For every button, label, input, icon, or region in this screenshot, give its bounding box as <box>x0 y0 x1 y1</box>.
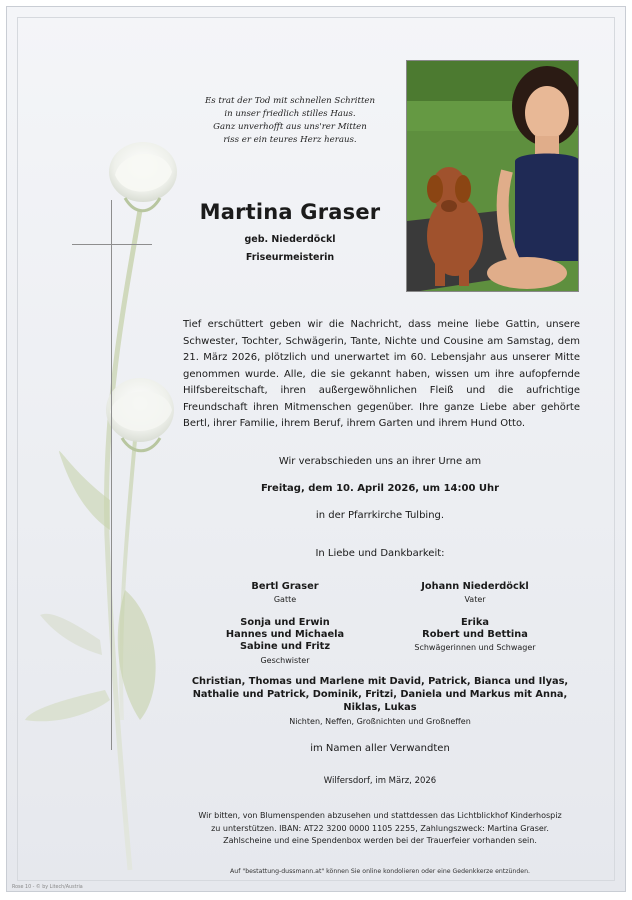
poem-line: Ganz unverhofft aus uns'rer Mitten <box>213 122 367 132</box>
husband-name: Bertl Graser <box>251 581 319 592</box>
deceased-name: Martina Graser <box>199 200 381 224</box>
poem <box>190 95 390 147</box>
relatives-role: Nichten, Neffen, Großnichten und Großneffen <box>289 717 471 726</box>
cross-horizontal <box>72 244 152 245</box>
inlaws-line: Robert und Bettina <box>422 629 528 640</box>
donation-line: zu unterstützen. IBAN: AT22 3200 0000 1105 2255, Zahlungszweck: Martina Graser. <box>211 823 549 833</box>
portrait-photo <box>406 60 579 292</box>
farewell-place: in der Pfarrkirche Tulbing. <box>315 510 445 521</box>
place-date: Wilfersdorf, im März, 2026 <box>323 776 437 786</box>
donation-note <box>175 810 585 848</box>
siblings-line: Hannes und Michaela <box>225 629 345 640</box>
relatives-line: Niklas, Lukas <box>343 702 417 713</box>
father-name: Johann Niederdöckl <box>421 581 529 592</box>
gratitude-line: In Liebe und Dankbarkeit: <box>315 548 445 559</box>
farewell-datetime: Freitag, dem 10. April 2026, um 14:00 Uhr <box>260 483 500 494</box>
farewell-intro: Wir verabschieden uns an ihrer Urne am <box>278 456 482 467</box>
inlaws-role: Schwägerinnen und Schwager <box>414 643 536 652</box>
maiden-name: geb. Niederdöckl <box>244 234 336 245</box>
poem-line: in unser friedlich stilles Haus. <box>224 109 356 119</box>
poem-line: Es trat der Tod mit schnellen Schritten <box>204 96 376 106</box>
online-note: Auf "bestattung-dussmann.at" können Sie online kondolieren oder eine Gedenkkerze entzünden. <box>230 868 530 875</box>
announcement-text: Tief erschüttert geben wir die Nachricht, dass meine liebe Gattin, unsere Schwester, Tochter, Schwägerin, Tante, Nichte und Cousine am Samstag, dem 21. März 2026, plötzlich und unerwartet im 60. Lebensjahr aus unserer Mitte genommen wurde. Alle, die sie gekannt haben, wissen um ihre aufopfernde Hilfsbereitschaft, ihren außergewöhnlichen Fleiß und die aufrichtige Freundschaft ihren Mitmenschen gegenüber. Ihre ganze Liebe aber gehörte Bertl, ihrer Familie, ihrem Beruf, ihrem Garten und ihrem Hund Otto. <box>183 319 580 429</box>
on-behalf: im Namen aller Verwandten <box>310 743 450 754</box>
siblings-role: Geschwister <box>260 656 310 665</box>
father-role: Vater <box>464 595 486 604</box>
donation-line: Zahlscheine und eine Spendenbox werden bei der Trauerfeier vorhanden sein. <box>223 836 537 845</box>
cross-vertical <box>111 200 112 750</box>
copyright-note: Rose 10 - © by Litech/Austria <box>12 885 83 890</box>
relatives-line: Christian, Thomas und Marlene mit David, Patrick, Bianca und Ilyas, <box>191 676 569 687</box>
relatives-line: Nathalie und Patrick, Dominik, Fritzi, Daniela und Markus mit Anna, <box>192 689 568 700</box>
profession: Friseurmeisterin <box>245 252 335 263</box>
portrait-illustration <box>407 61 579 292</box>
donation-line: Wir bitten, von Blumenspenden abzusehen und stattdessen das Lichtblickhof Kinderhospiz <box>198 811 562 820</box>
inlaws-line: Erika <box>460 617 489 628</box>
poem-line: riss er ein teures Herz heraus. <box>223 135 357 145</box>
siblings-line: Sabine und Fritz <box>239 641 331 652</box>
siblings-line: Sonja und Erwin <box>240 617 330 628</box>
husband-role: Gatte <box>273 595 297 604</box>
